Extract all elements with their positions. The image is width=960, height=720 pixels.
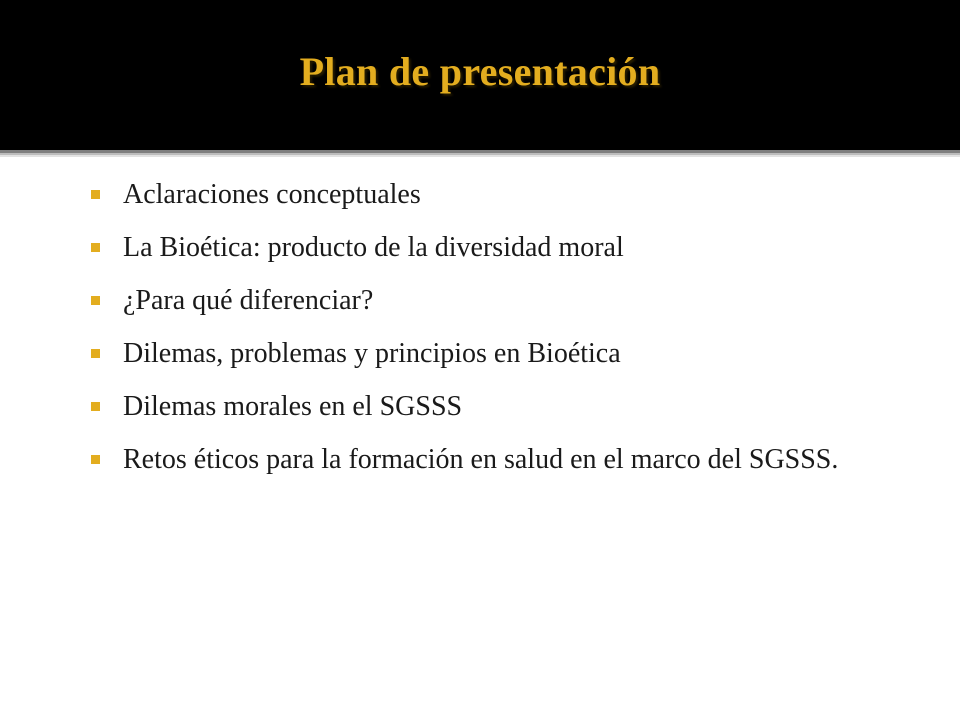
bullet-text: La Bioética: producto de la diversidad moral xyxy=(123,232,624,263)
square-bullet-icon xyxy=(91,296,100,305)
bullet-item xyxy=(0,433,960,486)
square-bullet-icon xyxy=(91,402,100,411)
bullet-item xyxy=(0,380,960,433)
title-bar xyxy=(0,0,960,150)
title-divider-fade xyxy=(0,155,960,157)
square-bullet-icon xyxy=(91,243,100,252)
bullet-text: Dilemas, problemas y principios en Bioética xyxy=(123,338,621,369)
slide-title: Plan de presentación xyxy=(299,49,661,94)
square-bullet-icon xyxy=(91,455,100,464)
square-bullet-icon xyxy=(91,190,100,199)
bullet-text: Dilemas morales en el SGSSS xyxy=(123,391,463,422)
bullet-item xyxy=(0,327,960,380)
bullet-text: ¿Para qué diferenciar? xyxy=(123,285,374,316)
bullet-list xyxy=(0,168,960,486)
bullet-item xyxy=(0,168,960,221)
bullet-text: Retos éticos para la formación en salud en el marco del SGSSS. xyxy=(123,444,839,475)
bullet-item xyxy=(0,221,960,274)
square-bullet-icon xyxy=(91,349,100,358)
bullet-text: Aclaraciones conceptuales xyxy=(123,179,421,210)
bullet-item xyxy=(0,274,960,327)
